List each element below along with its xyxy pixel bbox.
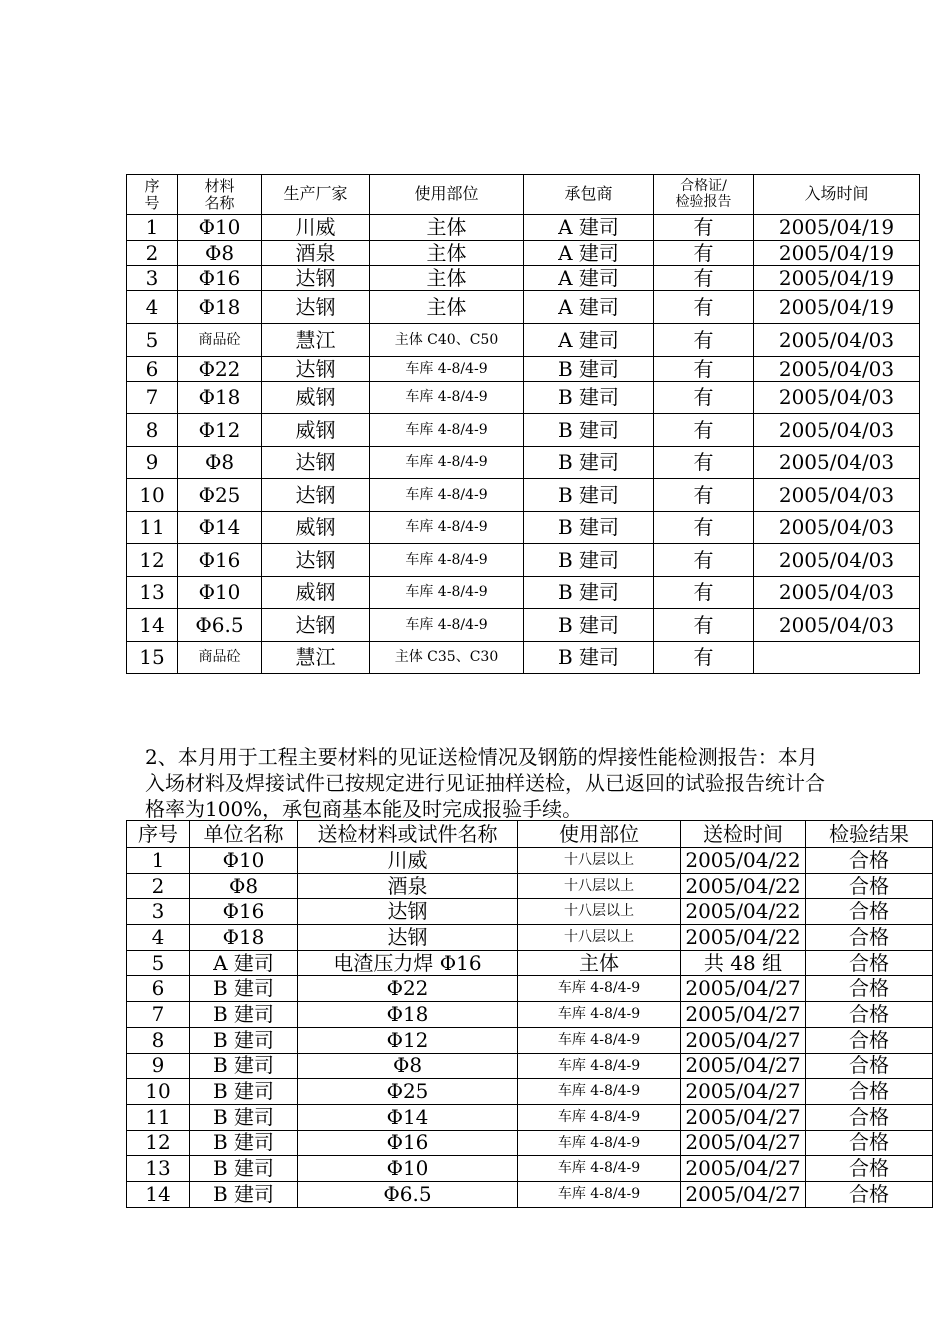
cell-no: 13: [127, 577, 178, 609]
cell-cert: 有: [654, 382, 754, 414]
table-row: [127, 382, 920, 414]
cell-date: 2005/04/03: [754, 512, 920, 544]
cell-no: 5: [127, 324, 178, 357]
cell-no: 6: [127, 976, 190, 1002]
cell-material: Φ12: [178, 414, 262, 447]
cell-cert: 有: [654, 266, 754, 291]
cell-part: 车库 4-8/4-9: [518, 1156, 681, 1182]
cell-result: 合格: [806, 899, 933, 925]
table-header-row: [127, 821, 933, 848]
table-row: [127, 577, 920, 609]
table-row: [127, 848, 933, 874]
cell-unit: B 建司: [190, 1002, 298, 1028]
cell-unit: Φ8: [190, 873, 298, 899]
cell-material: 商品砼: [178, 324, 262, 357]
cell-part: 主体: [518, 950, 681, 976]
cell-maker: 达钢: [262, 544, 370, 577]
cell-item: Φ10: [298, 1156, 518, 1182]
cell-no: 2: [127, 241, 178, 266]
cell-part: 车库 4-8/4-9: [370, 512, 524, 544]
cell-part: 车库 4-8/4-9: [370, 479, 524, 512]
table-row: [127, 414, 920, 447]
table-row: [127, 609, 920, 642]
cell-no: 11: [127, 512, 178, 544]
table-row: [127, 215, 920, 241]
cell-contractor: B 建司: [524, 382, 654, 414]
cell-date: 2005/04/03: [754, 609, 920, 642]
cell-cert: 有: [654, 609, 754, 642]
cell-material: Φ8: [178, 447, 262, 479]
cell-contractor: B 建司: [524, 609, 654, 642]
cell-no: 8: [127, 1027, 190, 1053]
cell-date: 2005/04/03: [754, 414, 920, 447]
table-row: [127, 266, 920, 291]
cell-result: 合格: [806, 976, 933, 1002]
cell-no: 7: [127, 1002, 190, 1028]
cell-date: 2005/04/27: [681, 1002, 806, 1028]
table-row: [127, 1002, 933, 1028]
cell-no: 2: [127, 873, 190, 899]
cell-date: 2005/04/22: [681, 899, 806, 925]
cell-no: 4: [127, 291, 178, 324]
cell-no: 11: [127, 1104, 190, 1130]
cell-part: 十八层以上: [518, 925, 681, 951]
table-row: [127, 357, 920, 382]
cell-maker: 川威: [262, 215, 370, 241]
cell-contractor: B 建司: [524, 479, 654, 512]
cell-part: 车库 4-8/4-9: [370, 414, 524, 447]
cell-no: 7: [127, 382, 178, 414]
cell-part: 主体 C40、C50: [370, 324, 524, 357]
cell-item: Φ18: [298, 1002, 518, 1028]
table-row: [127, 899, 933, 925]
cell-cert: 有: [654, 357, 754, 382]
cell-cert: 有: [654, 241, 754, 266]
cell-material: 商品砼: [178, 642, 262, 674]
header-part: 使用部位: [370, 175, 524, 215]
cell-result: 合格: [806, 950, 933, 976]
cell-cert: 有: [654, 447, 754, 479]
cell-material: Φ10: [178, 577, 262, 609]
table-row: [127, 950, 933, 976]
table-header-row: [127, 175, 920, 215]
cell-no: 1: [127, 848, 190, 874]
cell-unit: B 建司: [190, 1079, 298, 1105]
cell-date: 2005/04/27: [681, 1181, 806, 1207]
cell-maker: 达钢: [262, 266, 370, 291]
table-row: [127, 291, 920, 324]
cell-unit: B 建司: [190, 1181, 298, 1207]
cell-no: 9: [127, 1053, 190, 1079]
cell-result: 合格: [806, 1002, 933, 1028]
cell-item: 达钢: [298, 925, 518, 951]
cell-cert: 有: [654, 512, 754, 544]
cell-contractor: A 建司: [524, 215, 654, 241]
inspection-result-table: [126, 820, 933, 1208]
cell-item: 电渣压力焊 Φ16: [298, 950, 518, 976]
cell-cert: 有: [654, 215, 754, 241]
cell-no: 14: [127, 609, 178, 642]
cell-contractor: B 建司: [524, 577, 654, 609]
cell-result: 合格: [806, 925, 933, 951]
cell-no: 13: [127, 1156, 190, 1182]
cell-date: 2005/04/03: [754, 479, 920, 512]
cell-item: Φ22: [298, 976, 518, 1002]
header-unit: 单位名称: [190, 821, 298, 848]
cell-item: Φ6.5: [298, 1181, 518, 1207]
cell-part: 车库 4-8/4-9: [370, 544, 524, 577]
cell-part: 十八层以上: [518, 899, 681, 925]
cell-part: 车库 4-8/4-9: [370, 447, 524, 479]
cell-no: 15: [127, 642, 178, 674]
cell-part: 主体: [370, 241, 524, 266]
cell-no: 12: [127, 544, 178, 577]
cell-contractor: B 建司: [524, 357, 654, 382]
cell-item: Φ25: [298, 1079, 518, 1105]
cell-part: 十八层以上: [518, 873, 681, 899]
cell-maker: 威钢: [262, 382, 370, 414]
header-date: 入场时间: [754, 175, 920, 215]
cell-material: Φ25: [178, 479, 262, 512]
cell-item: 达钢: [298, 899, 518, 925]
cell-result: 合格: [806, 1079, 933, 1105]
cell-material: Φ8: [178, 241, 262, 266]
table-row: [127, 512, 920, 544]
cell-maker: 达钢: [262, 609, 370, 642]
cell-contractor: B 建司: [524, 447, 654, 479]
cell-part: 车库 4-8/4-9: [518, 1053, 681, 1079]
cell-maker: 达钢: [262, 479, 370, 512]
cell-date: 2005/04/27: [681, 1156, 806, 1182]
table-row: [127, 447, 920, 479]
cell-no: 10: [127, 1079, 190, 1105]
cell-part: 车库 4-8/4-9: [518, 1104, 681, 1130]
table-row: [127, 1053, 933, 1079]
cell-date: 2005/04/22: [681, 925, 806, 951]
cell-item: Φ16: [298, 1130, 518, 1156]
cell-result: 合格: [806, 1027, 933, 1053]
cell-result: 合格: [806, 1156, 933, 1182]
cell-part: 车库 4-8/4-9: [518, 1027, 681, 1053]
cell-date: 2005/04/03: [754, 357, 920, 382]
cell-date: 2005/04/19: [754, 291, 920, 324]
cell-date: 2005/04/03: [754, 324, 920, 357]
cell-material: Φ22: [178, 357, 262, 382]
cell-date: 2005/04/03: [754, 447, 920, 479]
cell-no: 9: [127, 447, 178, 479]
cell-result: 合格: [806, 1181, 933, 1207]
cell-no: 10: [127, 479, 178, 512]
cell-no: 14: [127, 1181, 190, 1207]
cell-part: 车库 4-8/4-9: [518, 1181, 681, 1207]
cell-unit: Φ10: [190, 848, 298, 874]
cell-result: 合格: [806, 848, 933, 874]
cell-maker: 慧江: [262, 324, 370, 357]
cell-item: 川威: [298, 848, 518, 874]
cell-date: [754, 642, 920, 674]
cell-material: Φ16: [178, 266, 262, 291]
inspection-paragraph: 2、本月用于工程主要材料的见证送检情况及钢筋的焊接性能检测报告：本月入场材料及焊接试件已按规定进行见证抽样送检，从已返回的试验报告统计合格率为100%，承包商基本能及时完成报验手续。: [145, 745, 825, 821]
table-row: [127, 976, 933, 1002]
cell-no: 3: [127, 266, 178, 291]
cell-cert: 有: [654, 414, 754, 447]
cell-unit: Φ18: [190, 925, 298, 951]
cell-date: 2005/04/03: [754, 577, 920, 609]
cell-date: 2005/04/22: [681, 873, 806, 899]
table-row: [127, 1079, 933, 1105]
header-part: 使用部位: [518, 821, 681, 848]
cell-part: 主体: [370, 291, 524, 324]
cell-unit: B 建司: [190, 1027, 298, 1053]
cell-result: 合格: [806, 1053, 933, 1079]
cell-contractor: B 建司: [524, 512, 654, 544]
table-row: [127, 1104, 933, 1130]
cell-date: 2005/04/27: [681, 976, 806, 1002]
table-row: [127, 1130, 933, 1156]
cell-date: 共 48 组: [681, 950, 806, 976]
cell-maker: 威钢: [262, 512, 370, 544]
cell-maker: 酒泉: [262, 241, 370, 266]
cell-part: 车库 4-8/4-9: [370, 609, 524, 642]
cell-unit: B 建司: [190, 1104, 298, 1130]
table-row: [127, 1156, 933, 1182]
header-date: 送检时间: [681, 821, 806, 848]
material-entry-table: [126, 174, 920, 674]
header-material: 材料 名称: [178, 175, 262, 215]
header-no: 序 号: [127, 175, 178, 215]
cell-date: 2005/04/27: [681, 1079, 806, 1105]
cell-item: Φ14: [298, 1104, 518, 1130]
cell-no: 3: [127, 899, 190, 925]
cell-unit: Φ16: [190, 899, 298, 925]
cell-part: 车库 4-8/4-9: [518, 1079, 681, 1105]
cell-maker: 达钢: [262, 291, 370, 324]
cell-unit: B 建司: [190, 976, 298, 1002]
cell-cert: 有: [654, 324, 754, 357]
table-row: [127, 1027, 933, 1053]
cell-date: 2005/04/03: [754, 382, 920, 414]
cell-contractor: A 建司: [524, 266, 654, 291]
cell-material: Φ16: [178, 544, 262, 577]
cell-date: 2005/04/27: [681, 1130, 806, 1156]
header-maker: 生产厂家: [262, 175, 370, 215]
table-row: [127, 544, 920, 577]
cell-no: 4: [127, 925, 190, 951]
table-row: [127, 324, 920, 357]
cell-no: 6: [127, 357, 178, 382]
cell-material: Φ18: [178, 291, 262, 324]
header-result: 检验结果: [806, 821, 933, 848]
cell-date: 2005/04/27: [681, 1053, 806, 1079]
cell-part: 车库 4-8/4-9: [518, 1130, 681, 1156]
cell-contractor: A 建司: [524, 291, 654, 324]
cell-no: 5: [127, 950, 190, 976]
header-cert: 合格证/ 检验报告: [654, 175, 754, 215]
cell-date: 2005/04/27: [681, 1104, 806, 1130]
table-row: [127, 925, 933, 951]
cell-date: 2005/04/19: [754, 241, 920, 266]
cell-contractor: A 建司: [524, 241, 654, 266]
cell-maker: 慧江: [262, 642, 370, 674]
cell-material: Φ10: [178, 215, 262, 241]
table-row: [127, 642, 920, 674]
cell-contractor: B 建司: [524, 414, 654, 447]
cell-maker: 达钢: [262, 447, 370, 479]
cell-part: 主体: [370, 266, 524, 291]
cell-part: 车库 4-8/4-9: [518, 976, 681, 1002]
cell-date: 2005/04/22: [681, 848, 806, 874]
cell-cert: 有: [654, 642, 754, 674]
cell-date: 2005/04/03: [754, 544, 920, 577]
cell-item: 酒泉: [298, 873, 518, 899]
cell-maker: 达钢: [262, 357, 370, 382]
cell-unit: B 建司: [190, 1053, 298, 1079]
cell-material: Φ14: [178, 512, 262, 544]
cell-maker: 威钢: [262, 414, 370, 447]
header-contractor: 承包商: [524, 175, 654, 215]
cell-result: 合格: [806, 1130, 933, 1156]
cell-material: Φ6.5: [178, 609, 262, 642]
cell-no: 12: [127, 1130, 190, 1156]
table-row: [127, 1181, 933, 1207]
cell-part: 主体: [370, 215, 524, 241]
cell-material: Φ18: [178, 382, 262, 414]
cell-cert: 有: [654, 544, 754, 577]
cell-no: 8: [127, 414, 178, 447]
cell-part: 车库 4-8/4-9: [370, 577, 524, 609]
cell-result: 合格: [806, 873, 933, 899]
cell-part: 车库 4-8/4-9: [370, 382, 524, 414]
cell-unit: A 建司: [190, 950, 298, 976]
cell-date: 2005/04/19: [754, 215, 920, 241]
cell-contractor: B 建司: [524, 544, 654, 577]
table-row: [127, 241, 920, 266]
cell-cert: 有: [654, 577, 754, 609]
cell-part: 十八层以上: [518, 848, 681, 874]
cell-contractor: A 建司: [524, 324, 654, 357]
cell-part: 车库 4-8/4-9: [518, 1002, 681, 1028]
cell-maker: 威钢: [262, 577, 370, 609]
table-row: [127, 873, 933, 899]
cell-unit: B 建司: [190, 1130, 298, 1156]
cell-result: 合格: [806, 1104, 933, 1130]
cell-part: 主体 C35、C30: [370, 642, 524, 674]
header-no: 序号: [127, 821, 190, 848]
cell-item: Φ8: [298, 1053, 518, 1079]
cell-cert: 有: [654, 291, 754, 324]
cell-part: 车库 4-8/4-9: [370, 357, 524, 382]
cell-cert: 有: [654, 479, 754, 512]
table-row: [127, 479, 920, 512]
header-item: 送检材料或试件名称: [298, 821, 518, 848]
cell-item: Φ12: [298, 1027, 518, 1053]
cell-unit: B 建司: [190, 1156, 298, 1182]
cell-contractor: B 建司: [524, 642, 654, 674]
cell-date: 2005/04/27: [681, 1027, 806, 1053]
cell-date: 2005/04/19: [754, 266, 920, 291]
cell-no: 1: [127, 215, 178, 241]
